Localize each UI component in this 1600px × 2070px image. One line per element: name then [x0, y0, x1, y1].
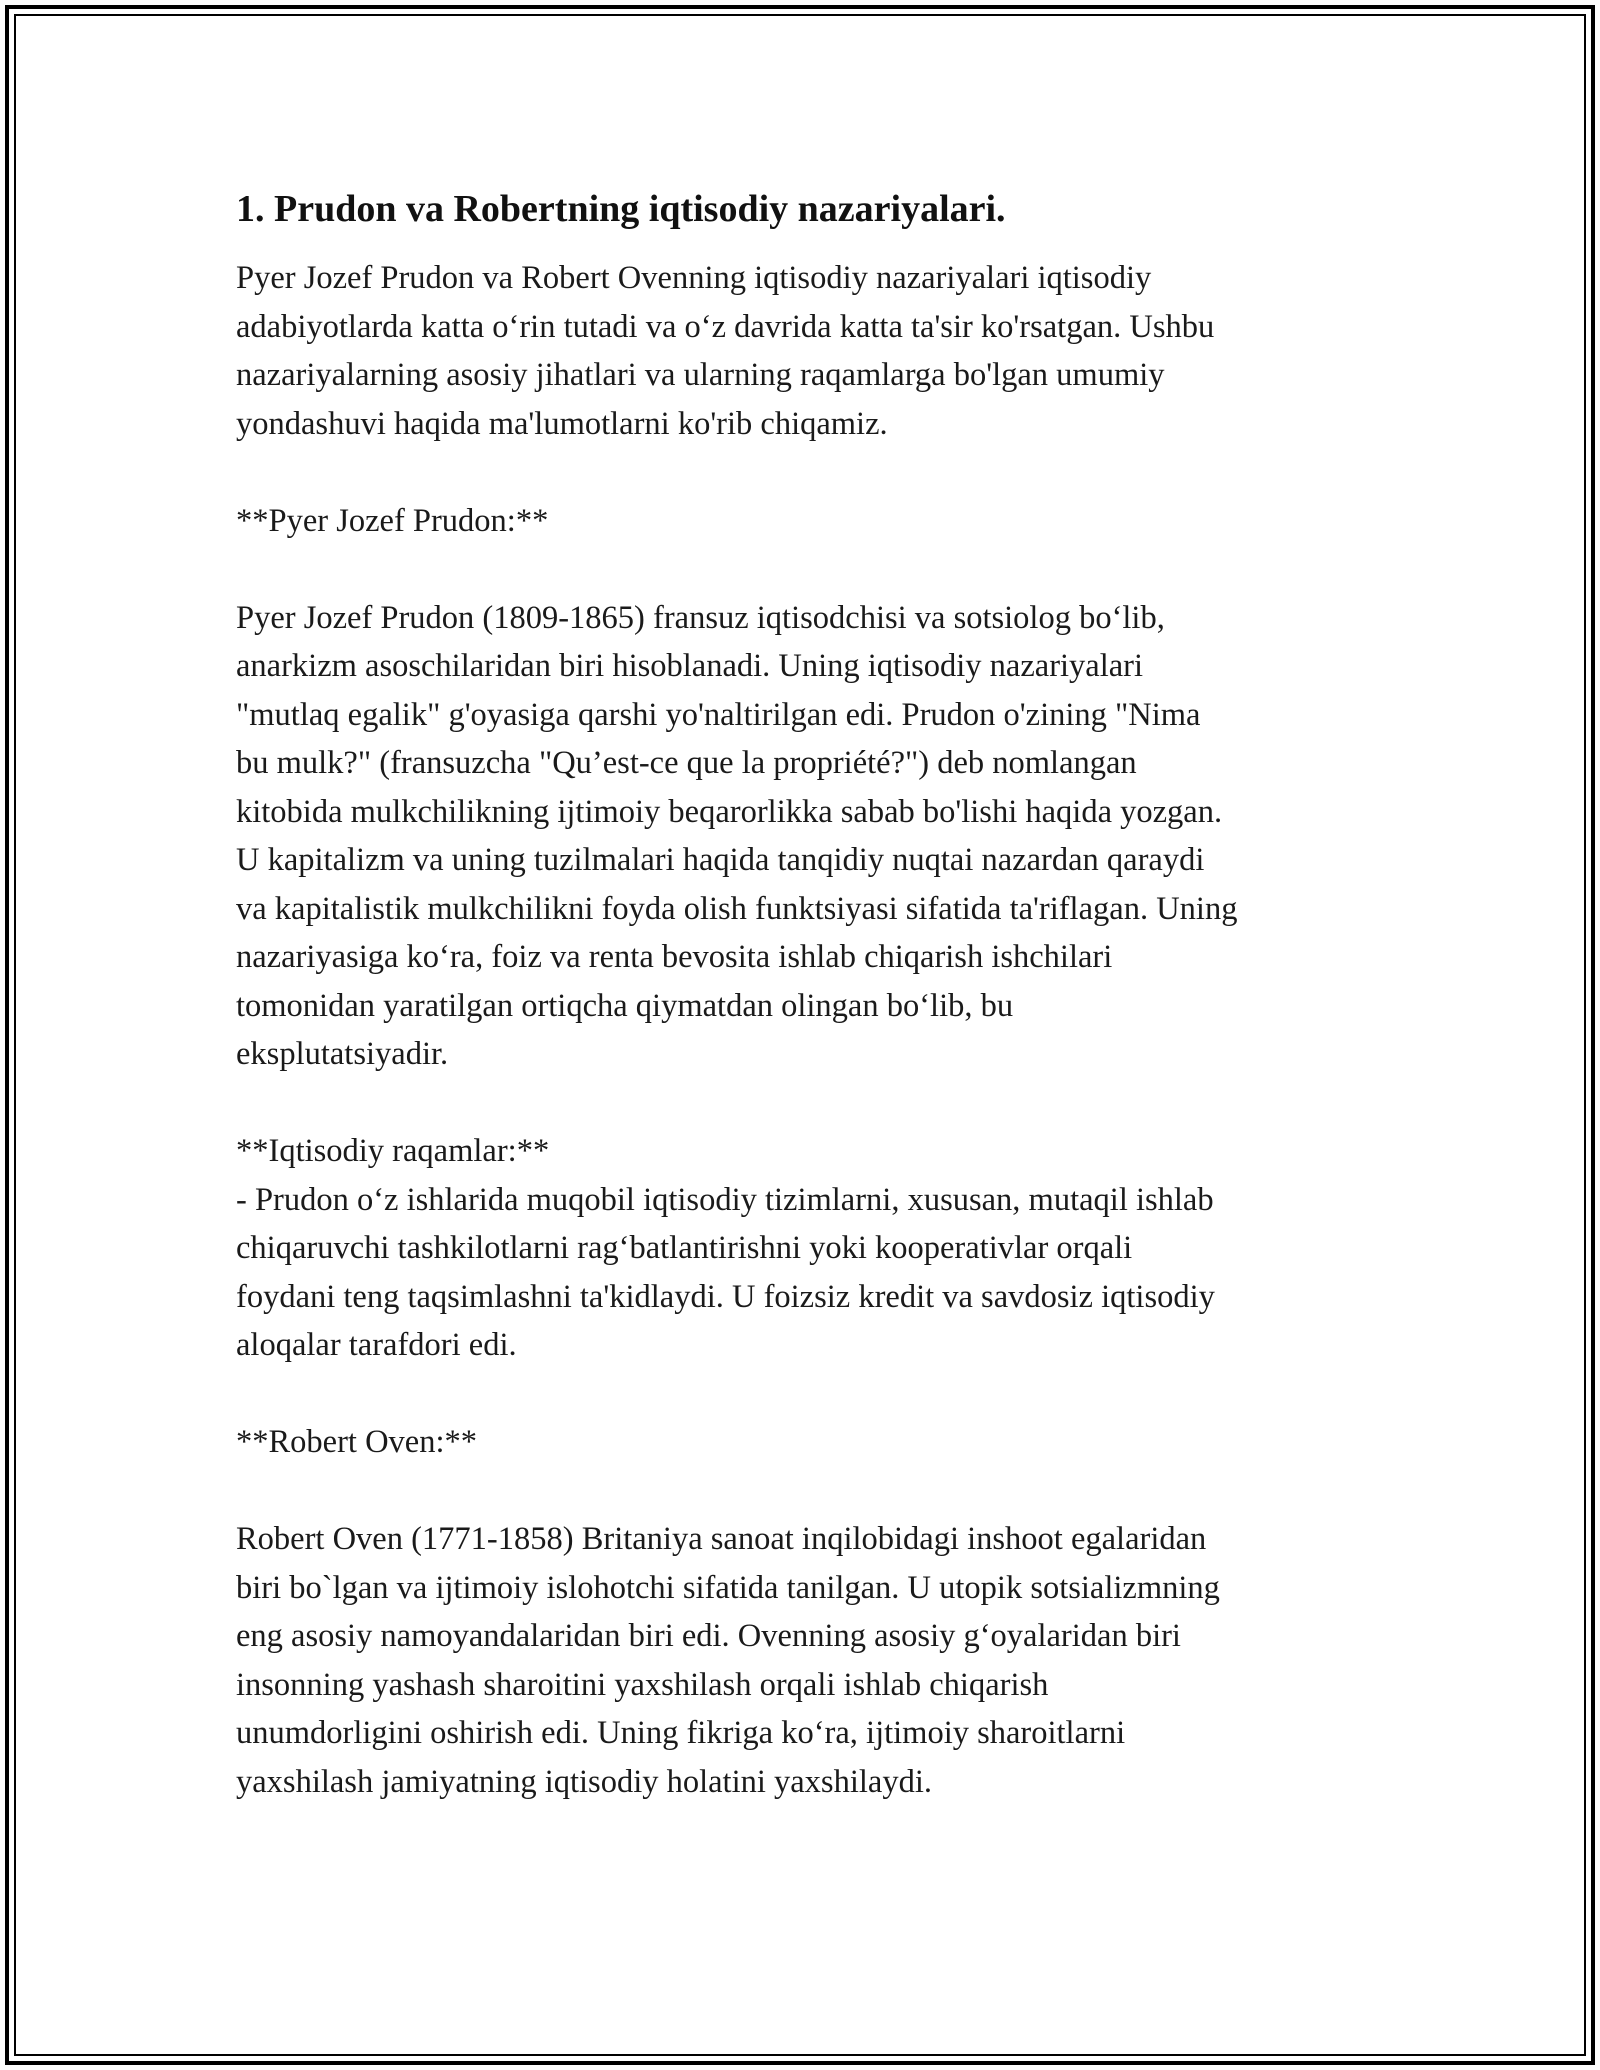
- numbers-paragraph: - Prudon o‘z ishlarida muqobil iqtisodiy tizimlarni, xususan, mutaqil ishlab chiqaruvchi tashkilotlarni rag‘batlantirishni yoki kooperativlar orqali foydani teng taqsimlashni ta'kidlaydi. U foizsiz kredit va savdosiz iqtisodiy aloqalar tarafdori edi.: [236, 1181, 1215, 1363]
- paragraph-gap: [236, 1370, 1386, 1419]
- oven-section-heading: **Robert Oven:**: [236, 1424, 478, 1460]
- paragraph-gap: [236, 545, 1386, 594]
- oven-paragraph: Robert Oven (1771-1858) Britaniya sanoat inqilobidagi inshoot egalaridan biri bo`lgan va ijtimoiy islohotchi sifatida tanilgan. U utopik sotsializmning eng asosiy namoyandalaridan biri edi. Ovenning asosiy g‘oyalaridan biri insonning yashash sharoitini yaxshilash orqali ishlab chiqarish unumdorligini oshirish edi. Uning fikriga ko‘ra, ijtimoiy sharoitlarni yaxshilash jamiyatning iqtisodiy holatini yaxshilaydi.: [236, 1521, 1220, 1800]
- document-body: [236, 186, 1386, 1806]
- prudon-section-heading: **Pyer Jozef Prudon:**: [236, 502, 549, 539]
- paragraph-gap: [236, 1079, 1386, 1128]
- prudon-paragraph: Pyer Jozef Prudon (1809-1865) fransuz iqtisodchisi va sotsiolog bo‘lib, anarkizm asoschilaridan biri hisoblanadi. Uning iqtisodiy nazariyalari "mutlaq egalik" g'oyasiga qarshi yo'naltirilgan edi. Prudon o'zining "Nima bu mulk?" (fransuzcha "Qu’est-ce que la propriété?") deb nomlangan kitobida mulkchilikning ijtimoiy beqarorlikka sabab bo'lishi haqida yozgan. U kapitalizm va uning tuzilmalari haqida tanqidiy nuqtai nazardan qaraydi va kapitalistik mulkchilikni foyda olish funktsiyasi sifatida ta'riflagan. Uning nazariyasiga ko‘ra, foiz va renta bevosita ishlab chiqarish ishchilari tomonidan yaratilgan ortiqcha qiymatdan olingan bo‘lib, bu eksplutatsiyadir.: [236, 599, 1238, 1072]
- document-heading: 1. Prudon va Robertning iqtisodiy nazariyalari.: [236, 188, 1006, 230]
- paragraph-gap: [236, 1467, 1386, 1516]
- intro-paragraph: Pyer Jozef Prudon va Robert Ovenning iqtisodiy nazariyalari iqtisodiy adabiyotlarda katta o‘rin tutadi va o‘z davrida katta ta'sir ko'rsatgan. Ushbu nazariyalarning asosiy jihatlari va ularning raqamlarga bo'lgan umumiy yondashuvi haqida ma'lumotlarni ko'rib chiqamiz.: [236, 260, 1215, 442]
- numbers-section-heading: **Iqtisodiy raqamlar:**: [236, 1133, 550, 1169]
- paragraph-gap: [236, 448, 1386, 497]
